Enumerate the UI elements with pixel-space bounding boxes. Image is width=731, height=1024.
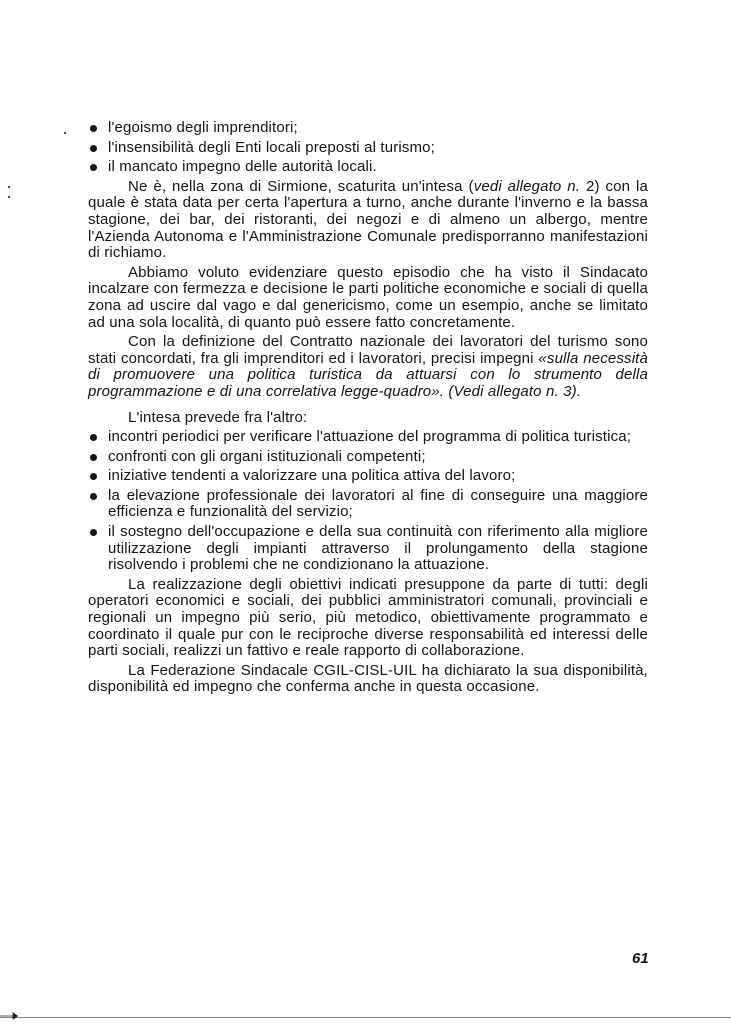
bullet-dot-icon bbox=[90, 529, 97, 536]
bullet-text: incontri periodici per verificare l'attuazione del programma di politica turistica; bbox=[108, 428, 632, 446]
bullet-item bbox=[88, 524, 648, 574]
bullet-text: il sostegno dell'occupazione e della sua continuità con riferimento alla migliore utilizzazione degli impianti attraverso il prolungamento della stagione risolvendo i problemi che ne condizionano la attuazione. bbox=[108, 523, 648, 574]
margin-mark bbox=[8, 196, 10, 198]
corner-arrow-icon bbox=[0, 1012, 18, 1020]
margin-mark bbox=[64, 132, 66, 134]
bullet-dot-icon bbox=[90, 454, 97, 461]
bullet-text: l'egoismo degli imprenditori; bbox=[108, 119, 298, 136]
bullet-item bbox=[88, 488, 648, 521]
bullet-dot-icon bbox=[90, 125, 97, 132]
paragraph: Abbiamo voluto evidenziare questo episodio che ha visto il Sindacato incalzare con fermezza e decisione le parti politiche economiche e sociali di quella zona ad uscire dal vago e dal genericismo, come un esempio, anche se limitato ad una sola località, di quanto può essere fatto concretamente. bbox=[88, 263, 648, 331]
bullet-item bbox=[88, 429, 648, 446]
bullet-dot-icon bbox=[90, 434, 97, 441]
bullet-text: iniziative tendenti a valorizzare una politica attiva del lavoro; bbox=[108, 467, 516, 485]
bullet-item bbox=[88, 120, 648, 137]
page-number: 61 bbox=[632, 950, 649, 967]
bullet-item bbox=[88, 449, 648, 466]
paragraph: Ne è, nella zona di Sirmione, scaturita un'intesa (vedi allegato n. 2) con la quale è stata data per certa l'apertura a turno, anche durante l'inverno e la bassa stagione, dei bar, dei ristoranti, dei negozi e di almeno un albergo, mentre l'Azienda Autonoma e l'Amministrazione Comunale predisporranno manifestazioni di richiamo. bbox=[88, 177, 649, 262]
bullet-item bbox=[88, 140, 648, 157]
paragraph: La realizzazione degli obiettivi indicati presuppone da parte di tutti: degli operatori economici e sociali, dei pubblici amministratori comunali, provinciali e regionali un impegno più serio, più metodico, obiettivamente programmato e coordinato il quale pur con le reciproche diverse responsabilità ed interessi delle parti sociali, realizzi un fattivo e reale rapporto di collaborazione. bbox=[88, 575, 648, 660]
bullet-text: la elevazione professionale dei lavoratori al fine di conseguire una maggiore efficienza e funzionalità del servizio; bbox=[108, 486, 648, 521]
bullet-text: il mancato impegno delle autorità locali. bbox=[108, 158, 377, 176]
bullet-dot-icon bbox=[90, 164, 97, 171]
bullet-text: confronti con gli organi istituzionali competenti; bbox=[108, 447, 426, 465]
paragraph: La Federazione Sindacale CGIL-CISL-UIL ha dichiarato la sua disponibilità, disponibilità ed impegno che conferma anche in questa occasione. bbox=[88, 661, 648, 696]
paragraph: L'intesa prevede fra l'altro: bbox=[128, 408, 308, 426]
bullet-dot-icon bbox=[90, 493, 97, 500]
page-body bbox=[88, 120, 648, 696]
bullet-dot-icon bbox=[90, 473, 97, 480]
margin-mark bbox=[8, 186, 10, 188]
scan-edge-line bbox=[0, 1017, 731, 1018]
paragraph: Con la definizione del Contratto nazionale dei lavoratori del turismo sono stati concordati, fra gli imprenditori ed i lavoratori, precisi impegni «sulla necessità di promuovere una politica turistica da attuarsi con lo strumento della programmazione e di una correlativa legge-quadro». (Vedi allegato n. 3). bbox=[88, 333, 648, 400]
bullet-item bbox=[88, 159, 648, 176]
bullet-item bbox=[88, 468, 648, 485]
bullet-dot-icon bbox=[90, 145, 97, 152]
bullet-text: l'insensibilità degli Enti locali preposti al turismo; bbox=[108, 138, 435, 156]
